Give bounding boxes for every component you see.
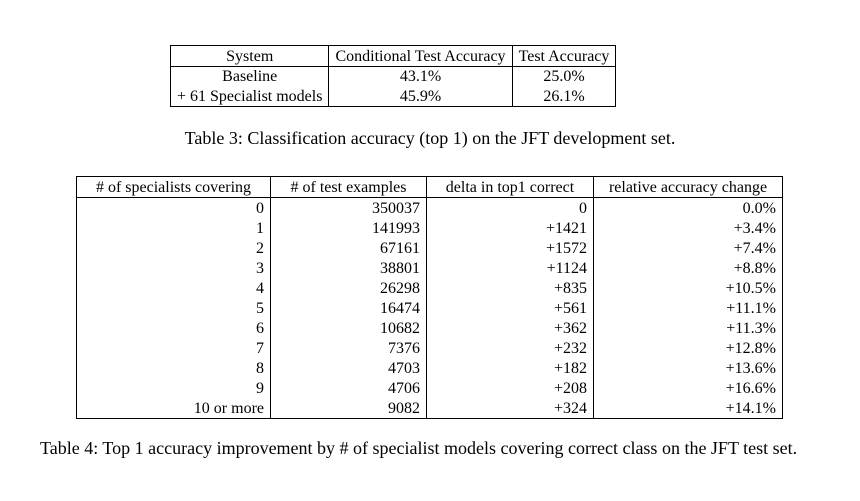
table-3-caption: Table 3: Classification accuracy (top 1) on the JFT development set. [184,128,676,148]
table-3-header-row [171,46,616,67]
table-3-header-test-accuracy: Test Accuracy [512,46,616,67]
table-cell: +11.1% [594,298,783,318]
table-cell: +324 [427,398,594,419]
table-row [77,398,783,419]
table-cell: 0 [256,199,264,217]
table-cell: 4 [256,279,264,297]
table-cell: Baseline [222,68,278,86]
table-cell: 16474 [271,298,427,318]
table-4-body [77,198,783,419]
table-cell: 1 [256,219,264,237]
table-cell: +1572 [427,238,594,258]
table-cell: 45.9% [329,87,512,107]
table-cell: +13.6% [594,358,783,378]
table-cell: +835 [427,278,594,298]
table-cell: 4706 [271,378,427,398]
table-cell: 350037 [271,198,427,219]
table-cell: +7.4% [594,238,783,258]
table-cell: 0 [427,198,594,219]
table-cell: 26.1% [512,87,616,107]
table-cell: 25.0% [512,67,616,87]
table-cell: 43.1% [329,67,512,87]
table-cell: 3 [256,259,264,277]
table-cell: +3.4% [594,218,783,238]
table-cell: +232 [427,338,594,358]
table-row [171,67,616,87]
table-cell: 141993 [271,218,427,238]
table-cell: +561 [427,298,594,318]
table-3 [170,45,616,107]
table-row [77,238,783,258]
table-row [77,378,783,398]
table-row [77,318,783,338]
table-cell: 7 [256,339,264,357]
table-cell: 10682 [271,318,427,338]
table-row [77,358,783,378]
table-3-header-system: System [171,46,329,67]
table-cell: 5 [256,299,264,317]
table-cell: 6 [256,319,264,337]
table-4-header-row [77,177,783,198]
table-row [77,278,783,298]
table-row [171,87,616,107]
table-cell: +11.3% [594,318,783,338]
table-cell: 38801 [271,258,427,278]
table-cell: 9082 [271,398,427,419]
table-cell: 10 or more [193,399,264,417]
table-cell: +12.8% [594,338,783,358]
table-row [77,218,783,238]
table-cell: 8 [256,359,264,377]
table-cell: 4703 [271,358,427,378]
table-cell: +16.6% [594,378,783,398]
table-3-header-conditional-test-accuracy: Conditional Test Accuracy [329,46,512,67]
table-cell: 67161 [271,238,427,258]
table-4-header-relative-accuracy-change: relative accuracy change [594,177,783,198]
table-cell: 26298 [271,278,427,298]
table-cell: 9 [256,379,264,397]
table-row [77,258,783,278]
table-cell: +182 [427,358,594,378]
table-row [77,298,783,318]
table-cell: + 61 Specialist models [177,87,323,105]
table-4-caption: Table 4: Top 1 accuracy improvement by # of specialist models covering correct class on the JFT test set. [40,438,798,458]
table-4-header-specialists-covering: # of specialists covering [77,177,271,198]
table-4-header-test-examples: # of test examples [271,177,427,198]
table-row [77,338,783,358]
table-cell: +362 [427,318,594,338]
table-cell: +208 [427,378,594,398]
table-cell: +10.5% [594,278,783,298]
table-4 [76,176,783,419]
table-cell: +8.8% [594,258,783,278]
table-cell: 0.0% [594,198,783,219]
table-cell: +14.1% [594,398,783,419]
table-row [77,198,783,219]
table-cell: +1124 [427,258,594,278]
table-cell: 2 [256,239,264,257]
table-4-header-delta-top1: delta in top1 correct [427,177,594,198]
table-cell: +1421 [427,218,594,238]
table-cell: 7376 [271,338,427,358]
